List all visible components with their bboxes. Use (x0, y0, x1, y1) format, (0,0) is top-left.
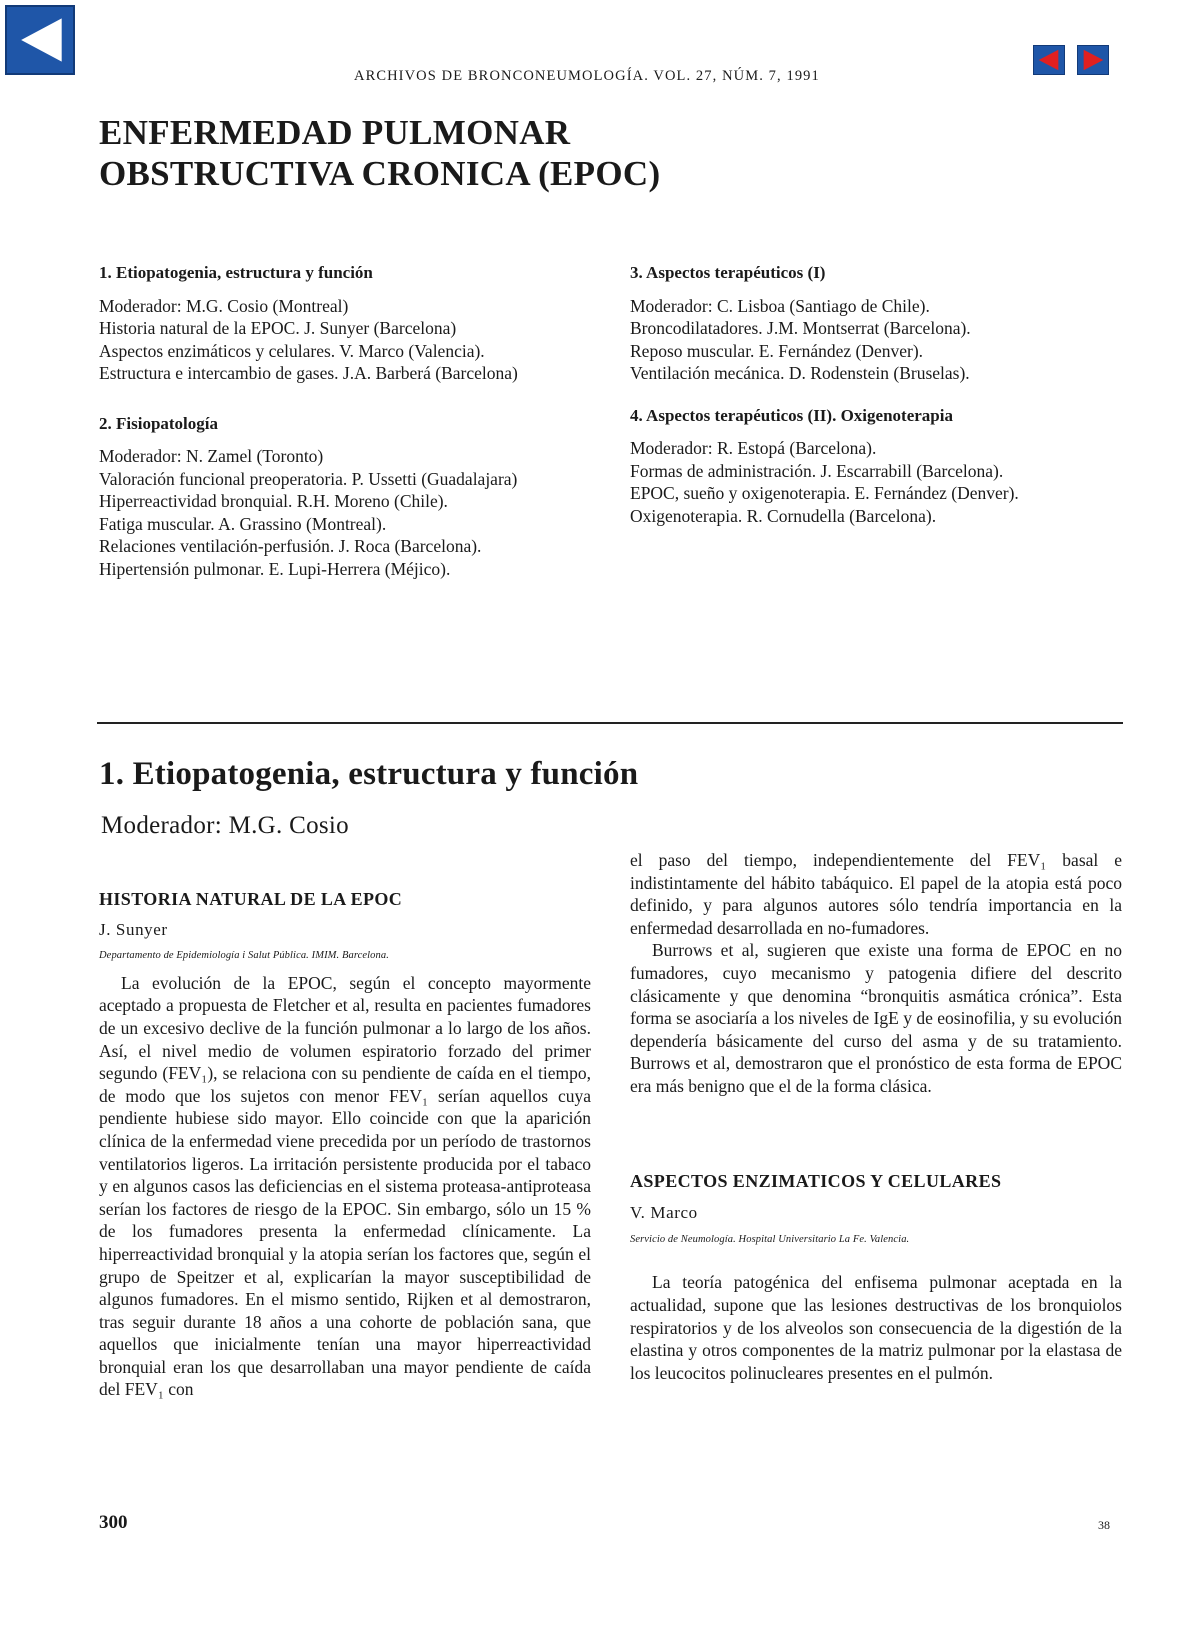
title-line-1: ENFERMEDAD PULMONAR (99, 113, 571, 152)
toc-line: EPOC, sueño y oxigenoterapia. E. Fernández (Denver). (630, 483, 1019, 503)
toc-line: Hipertensión pulmonar. E. Lupi-Herrera (Méjico). (99, 558, 451, 579)
next-page-icon (1078, 46, 1108, 74)
toc-line: Moderador: M.G. Cosio (Montreal) (99, 295, 349, 316)
article-paragraph: La evolución de la EPOC, según el concepto mayormente aceptado a propuesta de Fletcher et al, resulta en pacientes fumadores de un excesivo declive de la función pulmonar a lo largo de los años. Así, el nivel medio de volumen espiratorio forzado del primer segundo (FEV₁), se relaciona con su pendiente de caída en el tiempo, de modo que los sujetos con menor FEV₁ serían aquellos cuya pendiente hubiese sido mayor. Ello coincide con que la aparición clínica de la enfermedad viene precedida por un período de trastornos ventilatorios ligeros. La irritación persistente producida por el tabaco y en algunos casos las deficiencias en el sistema proteasa-antiproteasa serían los factores de riesgo de la EPOC. Sin embargo, sólo un 15 % de los fumadores presenta la enfermedad clínicamente. La hiperreactividad bronquial y la atopia serían los factores que, según el grupo de Speitzer et al, explicarían la mayor susceptibilidad de algunos fumadores. En el mismo sentido, Rijken et al demostraron, tras seguir durante 18 años a una cohorte de población sana, que aquellos que inicialmente tenían una mayor hiperreactividad bronquial eran los que desarrollaban una mayor pendiente de caída del FEV₁ con (99, 972, 591, 1400)
back-button[interactable] (5, 5, 75, 75)
article-right-column (630, 849, 1122, 1384)
toc-line: Oxigenoterapia. R. Cornudella (Barcelona). (630, 505, 937, 526)
page-title (99, 112, 660, 194)
article-affiliation: Servicio de Neumología. Hospital Universitario La Fe. Valencia. (630, 1233, 910, 1245)
journal-running-head: ARCHIVOS DE BRONCONEUMOLOGÍA. VOL. 27, NÚM. 7, 1991 (354, 68, 820, 84)
prev-page-button[interactable] (1033, 45, 1065, 75)
toc-heading: 4. Aspectos terapéuticos (II). Oxigenoterapia (630, 405, 953, 425)
toc-line: Estructura e intercambio de gases. J.A. Barberá (Barcelona) (99, 363, 518, 383)
back-arrow-icon (7, 7, 73, 73)
toc-block-3 (630, 262, 1120, 385)
article-heading: HISTORIA NATURAL DE LA EPOC (99, 889, 403, 909)
article-affiliation: Departamento de Epidemiología i Salut Pública. IMIM. Barcelona. (99, 950, 389, 962)
toc-left-column (99, 262, 589, 608)
toc-heading: 3. Aspectos terapéuticos (I) (630, 263, 826, 282)
toc-line: Relaciones ventilación-perfusión. J. Roca (Barcelona). (99, 536, 482, 556)
toc-right-column (630, 262, 1120, 555)
article-paragraph: La teoría patogénica del enfisema pulmonar aceptada en la actualidad, supone que las lesiones destructivas de los bronquiolos respiratorios y de los alveolos son consecuencia de la digestión de la elastina y otros componentes de la matriz pulmonar por la elastasa de los leucocitos polinucleares presentes en el pulmón. (630, 1272, 1122, 1383)
toc-line: Ventilación mecánica. D. Rodenstein (Bruselas). (630, 363, 970, 383)
page-number-secondary: 38 (1098, 1518, 1110, 1532)
article-left-column (99, 888, 591, 1401)
section-divider (97, 722, 1123, 724)
toc-line: Broncodilatadores. J.M. Montserrat (Barcelona). (630, 318, 971, 338)
section-moderator: Moderador: M.G. Cosio (101, 812, 349, 839)
section-title: 1. Etiopatogenia, estructura y función (99, 756, 639, 792)
toc-line: Fatiga muscular. A. Grassino (Montreal). (99, 513, 387, 534)
toc-line: Aspectos enzimáticos y celulares. V. Marco (Valencia). (99, 340, 485, 361)
toc-block-1 (99, 262, 589, 385)
next-page-button[interactable] (1077, 45, 1109, 75)
toc-line: Reposo muscular. E. Fernández (Denver). (630, 340, 924, 361)
toc-line: Moderador: N. Zamel (Toronto) (99, 446, 324, 466)
toc-line: Historia natural de la EPOC. J. Sunyer (Barcelona) (99, 318, 457, 338)
title-line-2: OBSTRUCTIVA CRONICA (EPOC) (99, 154, 661, 193)
toc-line: Moderador: C. Lisboa (Santiago de Chile). (630, 295, 930, 316)
toc-heading: 1. Etiopatogenia, estructura y función (99, 263, 373, 282)
toc-line: Hiperreactividad bronquial. R.H. Moreno (Chile). (99, 491, 448, 511)
toc-heading: 2. Fisiopatología (99, 413, 219, 433)
article-author: V. Marco (630, 1203, 698, 1223)
page-number: 300 (99, 1512, 128, 1533)
toc-block-2 (99, 413, 589, 581)
article-author: J. Sunyer (99, 919, 168, 939)
toc-line: Valoración funcional preoperatoria. P. Ussetti (Guadalajara) (99, 468, 518, 489)
toc-block-4 (630, 405, 1120, 528)
article-paragraph: Burrows et al, sugieren que existe una forma de EPOC en no fumadores, cuyo mecanismo y patogenia difiere del descrito clásicamente y que denomina “bronquitis asmática crónica”. Esta forma se asociaría a los niveles de IgE y de eosinofilia, y su evolución dependería básicamente del curso del asma y de su tratamiento. Burrows et al, demostraron que el pronóstico de esta forma de EPOC era más benigno que el de la forma clásica. (630, 940, 1122, 1096)
article-paragraph: el paso del tiempo, independientemente del FEV₁ basal e indistintamente del hábito tabáquico. El papel de la atopia está poco definido, y para algunos autores sólo tendría importancia en la enfermedad desarrollada en no-fumadores. (630, 850, 1122, 938)
article-heading: ASPECTOS ENZIMATICOS Y CELULARES (630, 1170, 1002, 1191)
toc-line: Moderador: R. Estopá (Barcelona). (630, 438, 877, 458)
prev-page-icon (1034, 46, 1064, 74)
toc-line: Formas de administración. J. Escarrabill (Barcelona). (630, 460, 1004, 481)
